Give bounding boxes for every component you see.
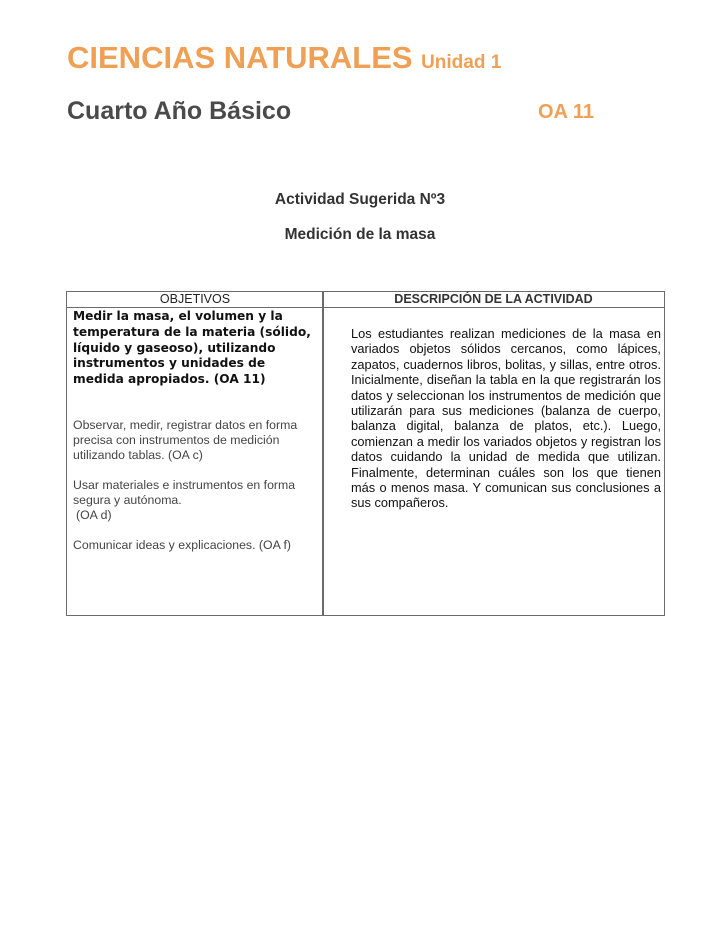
skill-objective-d-code: (OA d) [76,507,112,522]
skill-objective-c: Observar, medir, registrar datos en forma precisa con instrumentos de medición utilizando tablas. (OA c) [73,417,298,462]
activity-title: Actividad Sugerida Nº3 [274,191,446,208]
main-objective: Medir la masa, el volumen y la temperatura de la materia (sólido, líquido y gaseoso), utilizando instrumentos y unidades de medida apropiados. (OA 11) [73,309,311,387]
column-divider [322,292,324,615]
activity-subtitle: Medición de la masa [284,226,436,243]
unit-label: Unidad 1 [421,52,502,73]
header-objetivos: OBJETIVOS [67,292,323,308]
skill-objective-f: Comunicar ideas y explicaciones. (OA f) [73,537,292,552]
description-cell: Los estudiantes realizan mediciones de la masa en variados objetos sólidos cercanos, como lápices, zapatos, cuadernos libros, bolitas, y sillas, entre otros. Inicialmente, diseñan la tabla en la que registrarán los datos y seleccionan los instrumentos de medición que utilizarán para sus mediciones (balanza de cuerpo, balanza digital, balanza de platos, etc.). Luego, comienzan a medir los variados objetos y registran los datos cuidando la unidad de medida que utilizan. Finalmente, determinan cuáles son los que tienen más o menos masa. Y comunican sus conclusiones a sus compañeros. [351,326,661,511]
grade-label: Cuarto Año Básico [67,97,292,125]
oa-code: OA 11 [538,101,594,123]
subject-title [67,40,501,76]
objectives-cell [73,309,318,553]
subject-name: CIENCIAS NATURALES [67,40,413,75]
activity-table [66,291,665,616]
skill-objective-d: Usar materiales e instrumentos en forma segura y autónoma. [73,477,296,507]
header-descripcion: DESCRIPCIÓN DE LA ACTIVIDAD [323,292,664,308]
